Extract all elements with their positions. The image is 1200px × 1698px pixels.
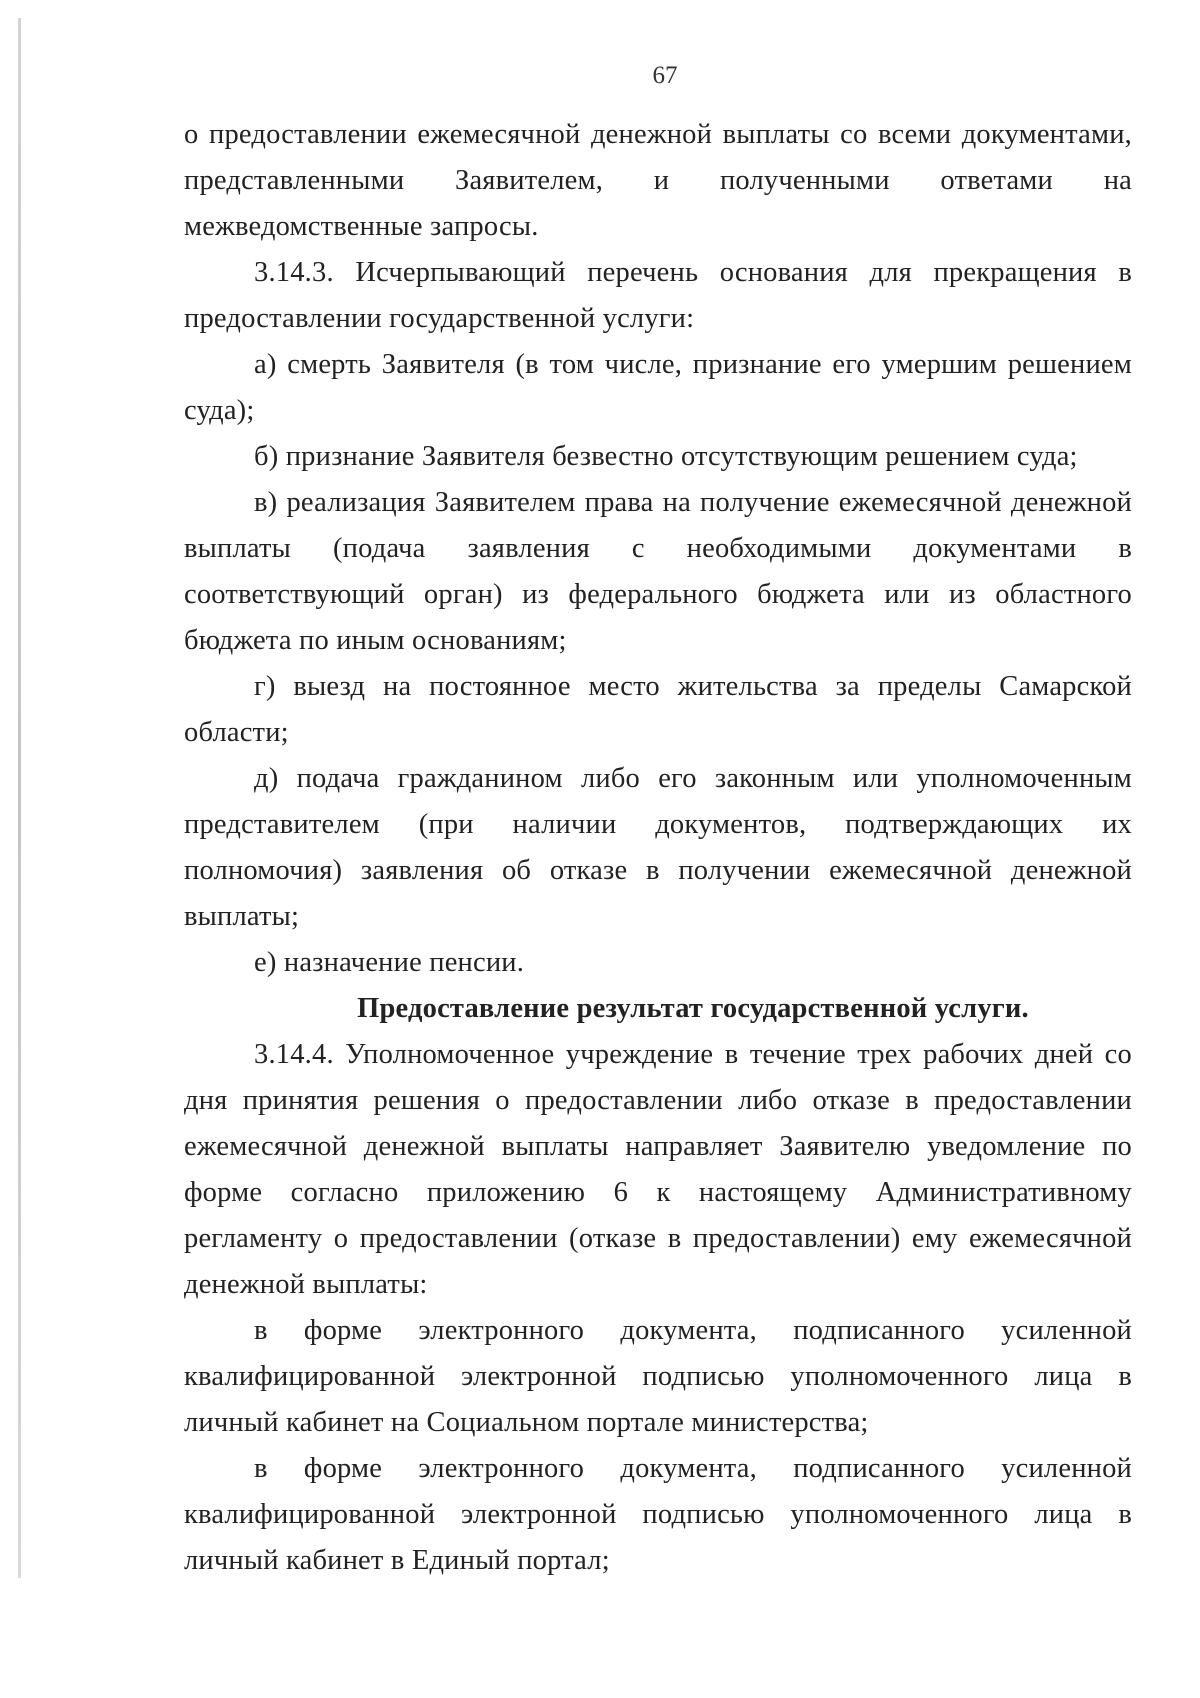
list-item-v: в) реализация Заявителем права на получение ежемесячной денежной выплаты (подача заявления с необходимыми документами в соответствующий орган) из федерального бюджета или из областного бюджета по иным основаниям;	[184, 487, 1132, 656]
paragraph-social-portal: в форме электронного документа, подписанного усиленной квалифицированной электронной подписью уполномоченного лица в личный кабинет на Социальном портале министерства;	[184, 1315, 1132, 1438]
document-body	[184, 112, 1132, 1584]
paragraph-unified-portal: в форме электронного документа, подписанного усиленной квалифицированной электронной подписью уполномоченного лица в личный кабинет в Единый портал;	[184, 1453, 1132, 1576]
paragraph-3-14-4: 3.14.4. Уполномоченное учреждение в течение трех рабочих дней со дня принятия решения о предоставлении либо отказе в предоставлении ежемесячной денежной выплаты направляет Заявителю уведомление по форме согласно приложению 6 к настоящему Административному регламенту о предоставлении (отказе в предоставлении) ему ежемесячной денежной выплаты:	[184, 1039, 1132, 1300]
paragraph-continuation: о предоставлении ежемесячной денежной выплаты со всеми документами, представленными Заявителем, и полученными ответами на межведомственные запросы.	[184, 119, 1132, 242]
scan-edge-line	[18, 18, 21, 1578]
list-item-a: а) смерть Заявителя (в том числе, признание его умершим решением суда);	[184, 349, 1132, 426]
page-number: 67	[652, 62, 678, 89]
list-item-e: е) назначение пенсии.	[254, 947, 525, 978]
list-item-g: г) выезд на постоянное место жительства за пределы Самарской области;	[184, 671, 1132, 748]
list-item-b: б) признание Заявителя безвестно отсутствующим решением суда;	[254, 441, 1078, 472]
paragraph-3-14-3: 3.14.3. Исчерпывающий перечень основания для прекращения в предоставлении государственной услуги:	[184, 257, 1132, 334]
section-heading: Предоставление результат государственной услуги.	[357, 993, 1029, 1024]
list-item-d: д) подача гражданином либо его законным или уполномоченным представителем (при наличии документов, подтверждающих их полномочия) заявления об отказе в получении ежемесячной денежной выплаты;	[184, 763, 1132, 932]
